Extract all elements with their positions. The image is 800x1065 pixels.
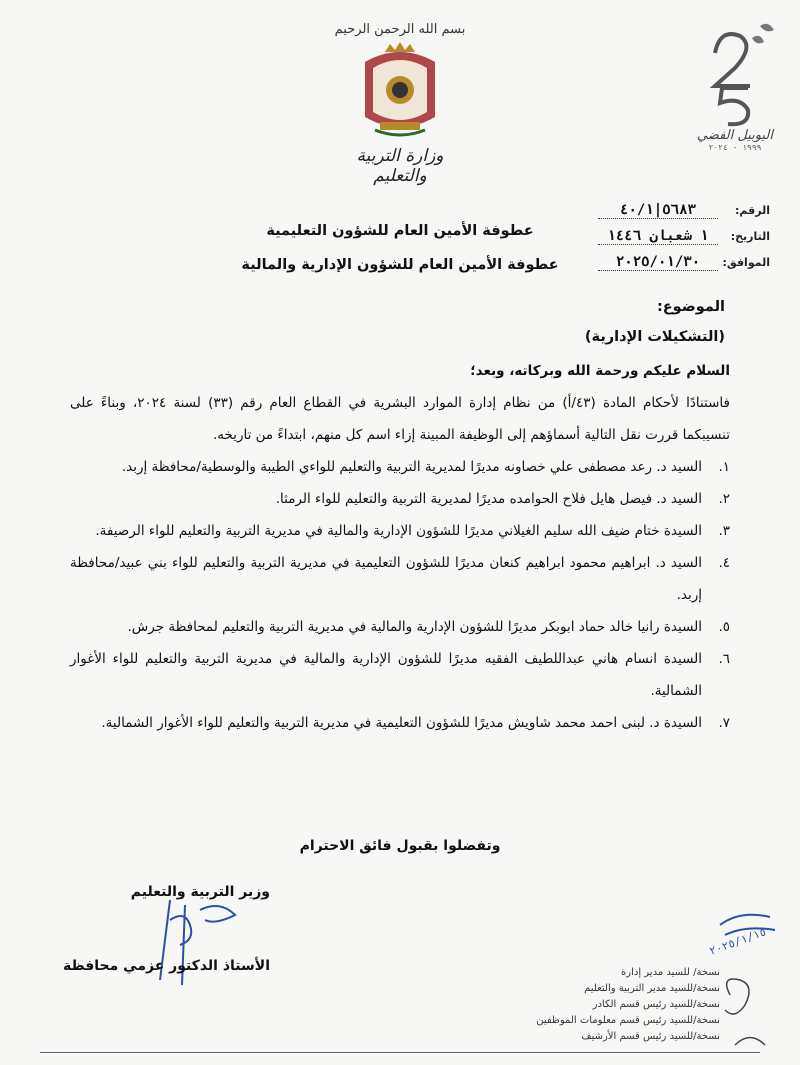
- footer-divider: [40, 1052, 760, 1053]
- reference-block: [590, 202, 770, 280]
- intro-paragraph: فاستنادًا لأحكام المادة (٤٣/أ) من نظام إدارة الموارد البشرية في القطاع العام رقم (٣٣) لسنة ٢٠٢٤، وبناءً على تنسيبكما قررت نقل التالية أسماؤهم إلى الوظيفة المبينة إزاء اسم كل منهم، ابتداءً من تاريخه.: [70, 395, 730, 443]
- copy-recipient: نسخة/للسيد رئيس قسم معلومات الموظفين: [536, 1015, 720, 1026]
- transfer-list: [70, 451, 730, 739]
- list-item: [70, 547, 730, 611]
- item-number: ٦.: [718, 651, 730, 667]
- item-text: السيدة انسام هاني عبداللطيف الفقيه مديرًا للشؤون الإدارية والمالية في مديرية التربية والتعليم للواء الأغوار الشمالية.: [70, 651, 702, 699]
- minister-title: وزير التربية والتعليم: [130, 884, 270, 900]
- silver-jubilee-logo: [680, 18, 790, 178]
- gregorian-date-row: [590, 254, 770, 280]
- item-number: ٥.: [718, 619, 730, 635]
- gregorian-date-label: الموافق:: [722, 256, 770, 269]
- list-item: [70, 483, 730, 515]
- subject-block: [585, 292, 725, 352]
- reference-number-label: الرقم:: [735, 204, 770, 217]
- item-number: ٤.: [718, 555, 730, 571]
- item-number: ٢.: [718, 491, 730, 507]
- hijri-date-value: ١ شعبان ١٤٤٦: [598, 228, 718, 245]
- list-item: [70, 451, 730, 483]
- hijri-date-row: [590, 228, 770, 254]
- jubilee-years: ١٩٩٩ - ٢٠٢٤: [708, 143, 762, 152]
- greeting: السلام عليكم ورحمة الله وبركاته، وبعد؛: [470, 363, 730, 379]
- item-number: ٧.: [718, 715, 730, 731]
- handwritten-note-icon: [707, 905, 790, 1055]
- subject-value: (التشكيلات الإدارية): [584, 329, 725, 345]
- hijri-date-label: التاريخ:: [730, 230, 770, 243]
- copy-recipient: نسخة/للسيد رئيس قسم الكادر: [592, 999, 720, 1010]
- reference-number-row: [590, 202, 770, 228]
- item-number: ٣.: [718, 523, 730, 539]
- list-item: [70, 643, 730, 707]
- item-text: السيد د. فيصل هايل فلاح الحوامده مديرًا لمديرية التربية والتعليم للواء الرمثا.: [275, 491, 702, 507]
- ministry-name: وزارة التربية والتعليم: [356, 146, 444, 186]
- subject-label: الموضوع:: [656, 299, 725, 315]
- item-text: السيدة رانيا خالد حماد ابوبكر مديرًا للشؤون الإدارية والمالية في مديرية التربية والتعليم لمحافظة جرش.: [127, 619, 702, 635]
- copies-list: [520, 965, 720, 1045]
- jubilee-title: اليوبيل الفضي: [697, 128, 773, 143]
- handwritten-signature-icon: [140, 890, 250, 990]
- closing-line: وتفضلوا بقبول فائق الاحترام: [299, 838, 501, 854]
- list-item: [70, 707, 730, 739]
- copy-recipient: نسخة/ للسيد مدير إدارة: [621, 967, 720, 978]
- jordan-coat-of-arms-icon: [355, 42, 445, 142]
- handwritten-date: ٢٠٢٥/١/١٥: [707, 925, 769, 958]
- copy-recipient: نسخة/للسيد رئيس قسم الأرشيف: [581, 1031, 720, 1042]
- minister-name: الأستاذ الدكتور عزمي محافظة: [62, 958, 270, 974]
- recipient-line: عطوفة الأمين العام للشؤون الإدارية والمالية: [241, 257, 559, 273]
- gregorian-date-value: ٢٠٢٥/٠١/٣٠: [598, 254, 718, 271]
- copy-recipient: نسخة/للسيد مدير التربية والتعليم: [584, 983, 720, 994]
- recipient-line: عطوفة الأمين العام للشؤون التعليمية: [266, 223, 534, 239]
- basmala-text: بسم الله الرحمن الرحيم: [334, 22, 466, 37]
- recipients-block: [240, 214, 560, 282]
- list-item: [70, 611, 730, 643]
- item-text: السيدة ختام ضيف الله سليم الغيلاني مديرًا للشؤون الإدارية والمالية في مديرية التربية والتعليم للواء الرصيفة.: [95, 523, 702, 539]
- item-number: ١.: [718, 459, 730, 475]
- jubilee-25-icon: [690, 18, 780, 128]
- letter-body: [70, 355, 730, 739]
- list-item: [70, 515, 730, 547]
- ministry-crest-header: [330, 22, 470, 192]
- item-text: السيد د. رعد مصطفى علي خصاونه مديرًا لمديرية التربية والتعليم للواءي الطيبة والوسطية/محافظة إربد.: [121, 459, 702, 475]
- item-text: السيد د. ابراهيم محمود ابراهيم كنعان مديرًا للشؤون التعليمية في مديرية التربية والتعليم للواء بني عبيد/محافظة إربد.: [70, 555, 702, 603]
- reference-number-value: ٥٦٨٣|٤٠/١: [598, 202, 718, 219]
- item-text: السيدة د. لبنى احمد محمد شاويش مديرًا للشؤون التعليمية في مديرية التربية والتعليم للواء الأغوار الشمالية.: [101, 715, 702, 731]
